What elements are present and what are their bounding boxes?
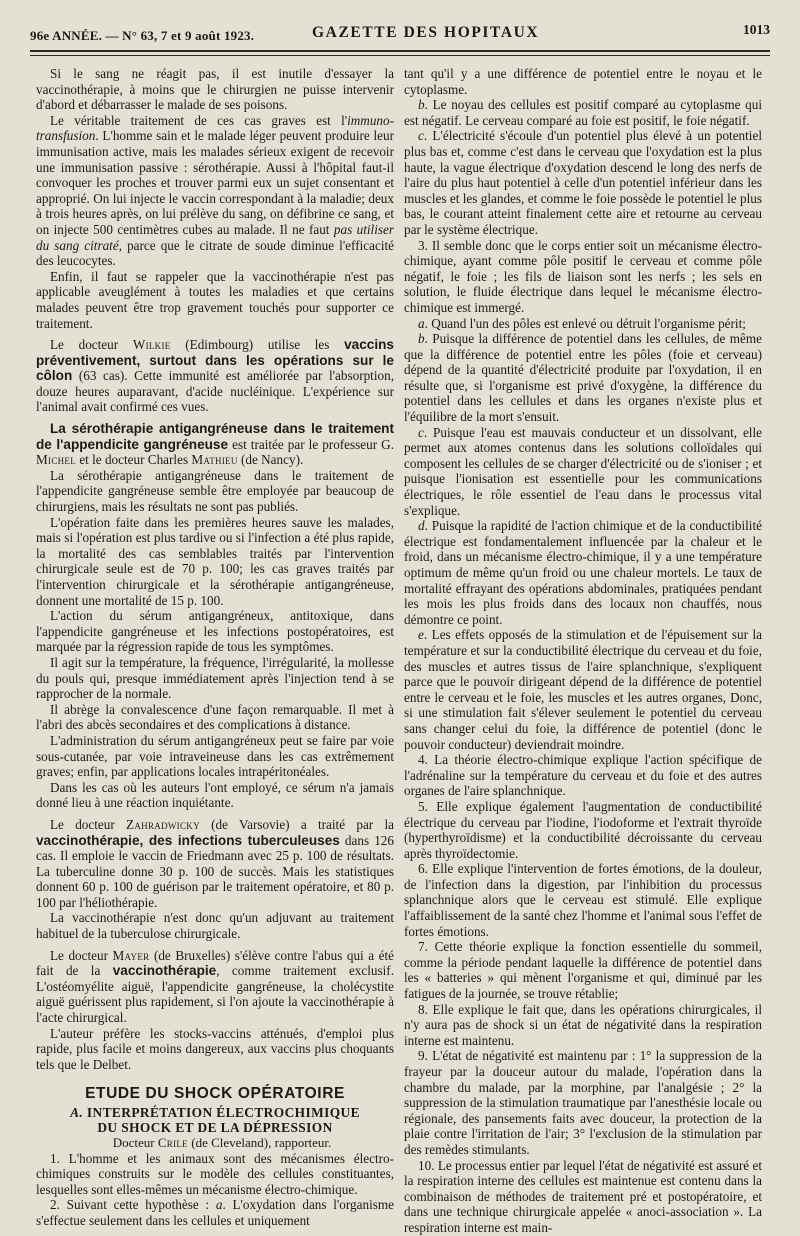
author-name: Crile	[157, 1135, 188, 1150]
item-letter: a	[418, 315, 425, 331]
paragraph: L'opération faite dans les premières heures sauve les malades, mais si l'opération est plus tardive ou si l'infection a été plus rapide, la mortalité des cas semblables traités par l'intervention chirurgicale seule est de 70 p. 100; les cas graves traités par l'intervention chirurgicale et la sérothérapie antigangréneuse, donnent une mortalité de 15 p. 100.	[36, 514, 394, 608]
text-run: 2. Suivant cette hypothèse :	[50, 1197, 216, 1213]
item-letter: c	[418, 128, 424, 144]
paragraph	[404, 518, 762, 627]
author-name: Michel	[36, 452, 77, 468]
right-column	[404, 66, 762, 1236]
paragraph: L'action du sérum antigangréneux, antitoxique, dans l'appendicite gangréneuse et les infections postopératoires, est marquée par la régression rapide de tous les symptômes.	[36, 608, 394, 655]
paragraph: 5. Elle explique également l'augmentation de conductibilité électrique du cerveau par l'iodine, l'iodoforme et l'extrait thyroïde (hyperthyroïdisme) et la conductibilité décroissante du cerveau après thyroïdectomie.	[404, 798, 762, 861]
issue-info: 96e ANNÉE. — N° 63, 7 et 9 août 1923.	[30, 28, 255, 43]
text-run: (de Bruxelles) s'élève contre l'abus qui a été fait de la	[36, 947, 394, 979]
paragraph: La sérothérapie antigangréneuse dans le traitement de l'appendicite gangréneuse semble être employée par beaucoup de chirurgiens, mais les résultats ne sont pas publiés.	[36, 467, 394, 515]
paragraph: 8. Elle explique le fait que, dans les opérations chirurgicales, il n'y aura pas de shock si un état de négativité dans la respiration interne est maintenu.	[404, 1001, 762, 1048]
paragraph	[404, 331, 762, 425]
paragraph: Il agit sur la température, la fréquence, l'irrégularité, la mollesse du pouls qui, presque immédiatement après l'injection tend à se rapprocher de la normale.	[36, 654, 394, 702]
text-run: Le docteur	[50, 816, 127, 832]
text-run: (de Nancy).	[237, 452, 304, 468]
italic-text: immuno-transfusion	[36, 112, 394, 144]
paragraph	[404, 627, 762, 752]
text-run: est traitée par le professeur G.	[228, 436, 394, 452]
paragraph: 10. Le processus entier par lequel l'état de négativité est assuré et la respiration interne des cellules est maintenue est contenu dans la combinaison de méthodes de traitement pré et postopératoire, et dans une technique chirurgicale appelée « anoci-association ». La respiration interne est main-	[404, 1157, 762, 1235]
item-letter: b	[418, 97, 425, 113]
text-run: . Puisque la différence de potentiel dans les cellules, de même que la différence de potentiel entre les pôles (foie et cerveau) dépend de la quantité d'électricité produite par l'oxydation, il en résulte que, si l'organisme est privé d'oxygène, la différence du potentiel dans les cellules et dans les organes n'existe plus et l'équilibre de la mort s'ensuit.	[404, 331, 762, 425]
author-name: Wilkie	[132, 337, 171, 353]
text-run: dans 126 cas. Il emploie le vaccin de Friedmann avec 25 p. 100 de résultats. La tuberculine donne 30 p. 100 de succès. Mais les statistiques donnent 60 p. 100 de guérison par le traitement opératoire, et 80 p. 100 par l'héliothérapie.	[36, 832, 394, 910]
paragraph	[404, 425, 762, 519]
text-run: (de Cleveland), rapporteur.	[187, 1135, 332, 1150]
item-letter: d	[418, 518, 425, 534]
paragraph: 7. Cette théorie explique la fonction essentielle du sommeil, comme la période pendant laquelle la différence de potentiel dans les « batteries » qui mènent l'organisme et qui, diminué par les fatigues de la journée, se trouve rétablie;	[404, 939, 762, 1002]
paragraph	[36, 113, 394, 269]
text-run: . L'électricité s'écoule d'un potentiel plus élevé à un potentiel plus bas et, comme c'est dans le cerveau que l'oxydation est la plus haute, la vague électrique d'oxydation descend le long des nerfs de l'aire du plus haut potentiel à celle d'un potentiel inférieur dans les muscles et les glandes, et comme le foie possède le potentiel le plus bas, le courant atteint finalement cette aire et retourne au cerveau par le système électrique.	[404, 128, 762, 237]
text-run: (Edimbourg) utilise les	[170, 337, 345, 353]
paragraph: 6. Elle explique l'intervention de fortes émotions, de la douleur, de l'infection dans la digestion, par l'inhibition du processus splanchnique alors que le cerveau est stimulé. Elle explique l'affaiblissement de la santé chez l'homme et l'animal sous l'effet de fortes émotions.	[404, 861, 762, 939]
page-number: 1013	[743, 22, 770, 37]
text-run: Le véritable traitement de ces cas graves est l'	[50, 112, 348, 128]
paragraph: 3. Il semble donc que le corps entier soit un mécanisme électro-chimique, ayant comme pôle positif le cerveau et comme pôle négatif, le foie ; les fils de liaison sont les nerfs ; les sels en solution, le fluide électrique dans lequel le mécanisme électro-chimique est immergé.	[404, 237, 762, 315]
text-run: Docteur	[112, 1135, 158, 1150]
section-subtitle-line: INTERPRÉTATION ÉLECTROCHIMIQUE	[86, 1105, 360, 1120]
paragraph	[36, 948, 394, 1026]
paragraph: Si le sang ne réagit pas, il est inutile d'essayer la vaccinothérapie, à moins que le chirurgien ne puisse intervenir d'abord et débarrasser le malade de ses poisons.	[36, 66, 394, 113]
bold-heading-text: vaccinothérapie, des infections tuberculeuses	[36, 832, 340, 848]
paragraph: L'auteur préfère les stocks-vaccins atténués, d'emploi plus rapide, plus facile et moins dangereux, aux vaccins plus choquants tels que le Delbet.	[36, 1025, 394, 1072]
section-subtitle-line: DU SHOCK ET DE LA DÉPRESSION	[97, 1119, 333, 1135]
paragraph	[36, 421, 394, 468]
text-run: et le docteur Charles	[76, 452, 192, 468]
paragraph: 1. L'homme et les animaux sont des mécanismes électro-chimiques construits sur le modèle des cellules constituantes, lesquelles sont elles-mêmes un mécanisme électro-chimique.	[36, 1150, 394, 1197]
text-run: Le docteur	[50, 947, 113, 963]
text-run: . Les effets opposés de la stimulation et de l'épuisement sur la température et sur la conductibilité électrique du cerveau et du foie, des muscles et autres tissus de l'aire splanchnique, s'expliquent parce que le pouvoir dirigeant dépend de la différence de potentiel entre le cerveau et le foie, les muscles et les autres organes, Donc, si une stimulation fait s'élever seulement le potentiel du cerveau sans changer celui du foie, la différence de potentiel (donc le pouvoir conducteur) deviendrait moindre.	[404, 627, 762, 752]
text-run: (de Varsovie) a traité par la	[199, 816, 394, 832]
paragraph	[404, 128, 762, 237]
author-name: Mathieu	[191, 452, 238, 468]
paragraph	[404, 316, 762, 332]
paragraph: Dans les cas où les auteurs l'ont employé, ce sérum n'a jamais donné lieu à une réaction inquiétante.	[36, 779, 394, 811]
paragraph: Enfin, il faut se rappeler que la vaccinothérapie n'est pas applicable aveuglément à toutes les maladies et que certains malades peuvent être trop gravement touchés pour supporter ce traitement.	[36, 268, 394, 331]
section-letter: A.	[70, 1105, 84, 1120]
paragraph	[36, 1197, 394, 1228]
rapporteur-line	[36, 1135, 394, 1151]
text-run: , comme traitement exclusif. L'ostéomyélite aiguë, l'appendicite gangréneuse, la cholécystite aiguë guérissent plus rapidement, si l'on ajoute la vaccinothérapie à l'acte chirurgical.	[36, 963, 394, 1026]
item-letter: c	[418, 424, 424, 440]
paragraph	[404, 97, 762, 128]
text-run: . L'oxydation dans l'organisme s'effectue seulement dans les cellules et uniquement	[36, 1197, 394, 1228]
paragraph: Il abrège la convalescence d'une façon remarquable. Il met à l'abri des abcès secondaires et des complications à distance.	[36, 701, 394, 733]
paragraph: tant qu'il y a une différence de potentiel entre le noyau et le cytoplasme.	[404, 66, 762, 97]
paragraph	[36, 337, 394, 415]
paragraph: La vaccinothérapie n'est donc qu'un adjuvant au traitement habituel de la tuberculose chirurgicale.	[36, 910, 394, 942]
paragraph: 9. L'état de négativité est maintenu par : 1° la suppression de la frayeur par la douceur autour du malade, l'opération dans la chambre du malade, par la morphine, par l'analgésie ; 2° la suppression de la stimulation traumatique par l'anesthésie locale ou régionale, des pansements faits avec douceur, la protection de la plaie contre l'irritation de l'air; 3° l'exclusion de la stimulation par des remèdes stimulants.	[404, 1048, 762, 1157]
text-run: . Quand l'un des pôles est enlevé ou détruit l'organisme périt;	[424, 315, 746, 331]
bold-heading-text: La sérothérapie antigangréneuse dans le traitement de l'appendicite gangréneuse	[36, 421, 394, 452]
text-run: . Puisque l'eau est mauvais conducteur et un dissolvant, elle permet aux atomes contenus dans les solutions colloïdales qui composent les cellules de se charger d'électricité ou de s'ioniser ; et puisque l'ionisation est essentielle pour les communications électriques, le rôle essentiel de l'eau dans le processus vital s'explique.	[404, 424, 762, 518]
author-name: Mayer	[112, 947, 150, 963]
author-name: Zahradwicky	[126, 816, 200, 832]
text-run: (63 cas). Cette immunité est améliorée par l'absorption, douze heures auparavant, d'acide nucléinique. L'expérience sur l'animal avait confirmé ces vues.	[36, 368, 394, 415]
paragraph: L'administration du sérum antigangréneux peut se faire par voie sous-cutanée, par voie intraveineuse dans les cas extrêmement graves; enfin, par applications locales intrapéritonéales.	[36, 732, 394, 780]
header-rule-thick	[30, 50, 770, 52]
section-subtitle	[36, 1106, 394, 1135]
running-header	[30, 22, 770, 48]
item-letter: e	[418, 627, 424, 643]
text-run: Le docteur	[50, 337, 133, 353]
text-run: . L'homme sain et le malade léger peuvent produire leur immunisation active, mais les malades sérieux exigent de recevoir une immunisation passive : sérothérapie. Aussi à l'hôpital faut-il convoquer les proches et trouver parmi eux un sujet consentant et approprié. On lui injecte le vaccin correspondant à la maladie; deux à trois heures après, on lui prélève du sang, on défibrine ce sang, et on injecte 500 centimètres cubes au malade. Il ne faut	[36, 128, 394, 237]
text-run: , parce que le citrate de soude diminue l'efficacité des leucocytes.	[36, 237, 394, 269]
section-title: ETUDE DU SHOCK OPÉRATOIRE	[85, 1085, 345, 1103]
paragraph: 4. La théorie électro-chimique explique l'action spécifique de l'adrénaline sur la température du cerveau et du foie et des autres organes de l'aire splanchnique.	[404, 752, 762, 799]
paragraph	[36, 817, 394, 911]
item-letter: b	[418, 331, 425, 347]
header-rule-thin	[30, 55, 770, 56]
bold-heading-text: vaccinothérapie	[112, 963, 217, 979]
text-run: . Le noyau des cellules est positif comparé au cytoplasme qui est négatif. Le cerveau comparé au foie est positif, le foie négatif.	[404, 97, 762, 128]
bold-heading-text: vaccins préventivement, surtout dans les opérations sur le côlon	[36, 337, 394, 384]
left-column	[36, 66, 394, 1229]
journal-title: GAZETTE DES HOPITAUX	[312, 24, 540, 41]
text-run: . Puisque la rapidité de l'action chimique et de la conductibilité électrique est fondamentalement influencée par la chaleur et le froid, dans un mécanisme électro-chimique, il y a une température optimum de même qu'un froid ou une chaleur mortels. Le taux de mortalité effrayant des opérations abdominales, pratiquées pendant les mois les plus froids dans des locaux non chauffés, nous démontre ce point.	[404, 518, 762, 627]
italic-text: a	[215, 1197, 223, 1213]
italic-text: pas utiliser du sang citraté	[36, 221, 395, 253]
